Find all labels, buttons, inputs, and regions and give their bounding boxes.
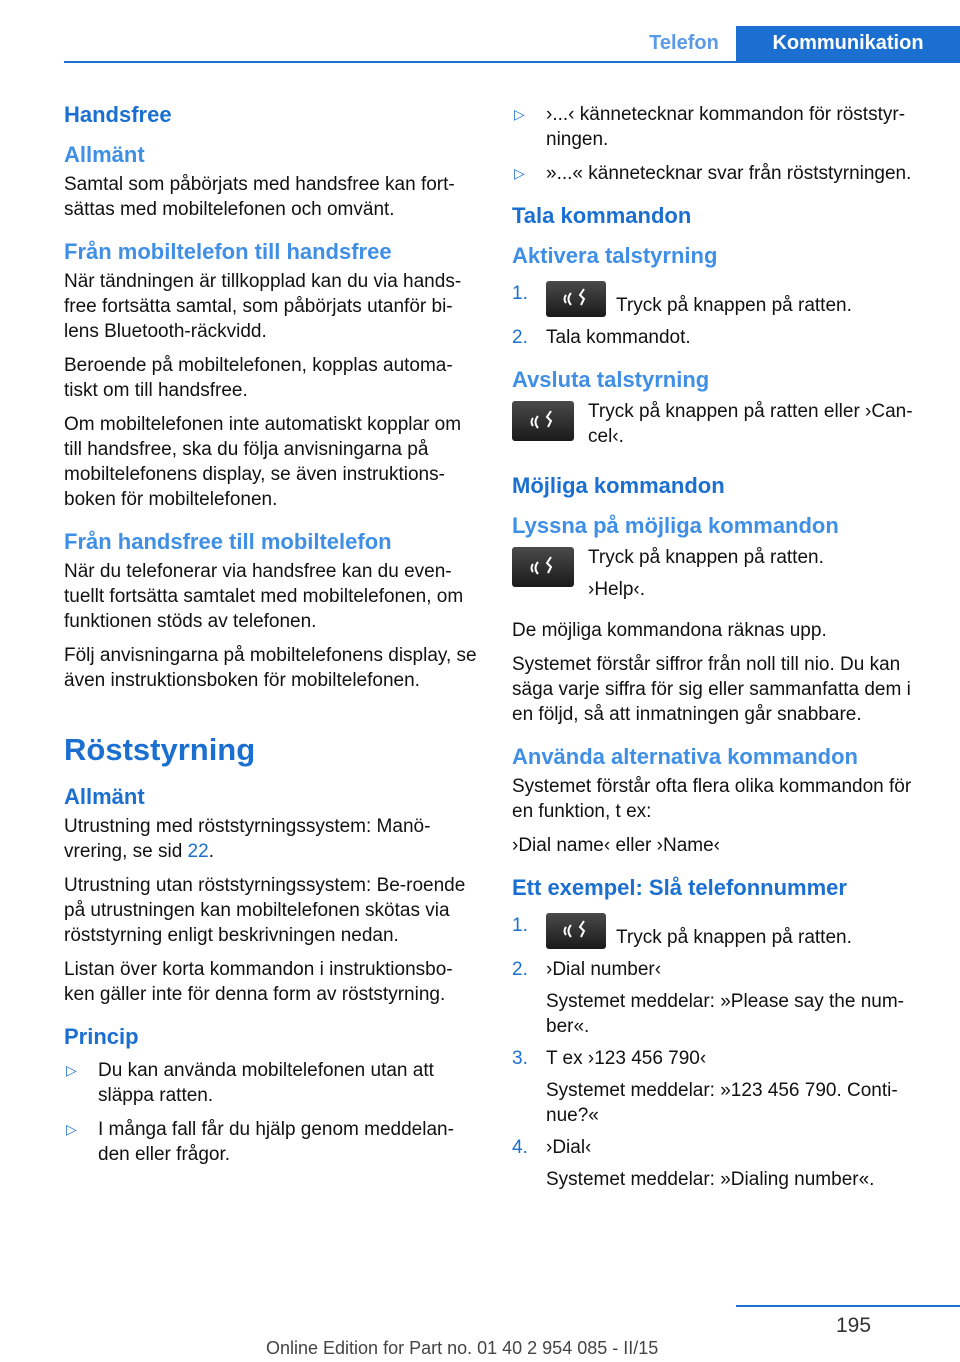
voice-button-icon [512,547,574,587]
subheading-fran-handsfree: Från handsfree till mobiltelefon [64,529,392,554]
paragraph: De möjliga kommandona räknas upp. [512,620,827,641]
footer-edition: Online Edition for Part no. 01 40 2 954 085 - II/15 [266,1338,659,1358]
tab-telefon[interactable]: Telefon [649,32,719,54]
header-rule [64,61,960,63]
paragraph: Systemet förstår ofta flera olika kommandon för en funktion, t ex: [512,776,912,822]
paragraph: Listan över korta kommandon i instruktionsbo‐ken gäller inte för denna form av röststyrning. [64,959,453,1005]
paragraph: Tryck på knappen på ratten. [588,547,824,568]
paragraph: Systemet förstår siffror från noll till nio. Du kan säga varje siffra för sig eller sammanfatta dem i en följd, så att inmatningen går snabbare. [512,654,911,725]
paragraph: När du telefonerar via handsfree kan du even‐tuellt fortsätta samtalet med mobiltelefonen, om funktionen stöds av telefonen. [64,561,464,632]
paragraph: Tryck på knappen på ratten eller ›Can‐cel‹. [588,401,913,447]
tab-kommunikation[interactable]: Kommunikation [736,26,960,61]
triangle-right-icon: ▷ [66,1062,77,1078]
subheading-allmant: Allmänt [64,142,145,167]
paragraph: ›Help‹. [588,579,646,600]
notation-list [512,102,930,186]
right-column [512,102,930,1201]
footer-rule [736,1305,960,1307]
princip-list [64,1058,480,1167]
paragraph: Följ anvisningarna på mobiltelefonens display, se även instruktionsboken för mobiltelefonen. [64,645,477,691]
triangle-right-icon: ▷ [66,1121,77,1137]
section-title-allmant: Allmänt [64,784,145,809]
section-title-handsfree: Handsfree [64,102,172,127]
left-column [64,102,480,1176]
subheading-anvanda: Använda alternativa kommandon [512,744,858,769]
paragraph: Om mobiltelefonen inte automatiskt kopplar om till handsfree, ska du följa anvisningarna på mobiltelefonens display, se även instruktions‐boken för mobiltelefonen. [64,414,462,510]
subheading-avsluta: Avsluta talstyrning [512,367,710,392]
paragraph: När tändningen är tillkopplad kan du via hands‐free fortsätta samtal, som påbörjats utanför bi‐lens Bluetooth-räckvidd. [64,271,462,342]
page-link[interactable]: 22 [187,841,209,862]
lyssna-block [512,545,930,609]
paragraph: Utrustning med röststyrningssystem: Manö‐vrering, se sid 22. [64,816,431,862]
list-item: ▷ Du kan använda mobiltelefonen utan att släppa ratten. [66,1060,434,1106]
exempel-steps [512,913,930,1192]
subheading-fran-mobiltelefon: Från mobiltelefon till handsfree [64,239,392,264]
paragraph: Beroende på mobiltelefonen, kopplas automa‐tiskt om till handsfree. [64,355,453,401]
chapter-title-roststyrning: Röststyrning [64,732,256,767]
section-title-exempel: Ett exempel: Slå telefonnummer [512,875,847,900]
list-item: 3. T ex ›123 456 790‹ Systemet meddelar: »123 456 790. Conti‐nue?« [512,1048,898,1126]
voice-button-icon [512,401,574,441]
subheading-aktivera: Aktivera talstyrning [512,243,718,268]
list-item: ▷ ›...‹ kännetecknar kommandon för röststyr‐ningen. [514,104,906,150]
list-item: ▷ I många fall får du hjälp genom meddelan‐den eller frågor. [66,1119,454,1165]
page-number: 195 [836,1314,872,1337]
triangle-right-icon: ▷ [514,165,525,181]
voice-button-icon [546,913,606,949]
list-item: ▷ »...« kännetecknar svar från röststyrningen. [514,163,912,184]
list-item: 2. Tala kommandot. [512,327,691,348]
subheading-lyssna: Lyssna på möjliga kommandon [512,513,839,538]
paragraph: ›Dial name‹ eller ›Name‹ [512,835,720,856]
avsluta-block [512,399,930,456]
list-item: 1. Tryck på knappen på ratten. [512,283,852,316]
list-item: 1. Tryck på knappen på ratten. [512,915,852,948]
section-title-princip: Princip [64,1024,139,1049]
paragraph: Utrustning utan röststyrningssystem: Be‐roende på utrustningen kan mobiltelefonen skötas via röststyrning enligt beskrivningen nedan. [64,875,466,946]
aktivera-steps [512,281,930,350]
paragraph: Samtal som påbörjats med handsfree kan fort‐sättas med mobiltelefonen och omvänt. [64,174,455,220]
section-title-mojliga: Möjliga kommandon [512,473,725,498]
voice-button-icon [546,281,606,317]
list-item: 2. ›Dial number‹ Systemet meddelar: »Please say the num‐ber«. [512,959,905,1037]
list-item: 4. ›Dial‹ Systemet meddelar: »Dialing number«. [512,1137,875,1190]
section-title-tala-kommandon: Tala kommandon [512,203,692,228]
triangle-right-icon: ▷ [514,106,525,122]
